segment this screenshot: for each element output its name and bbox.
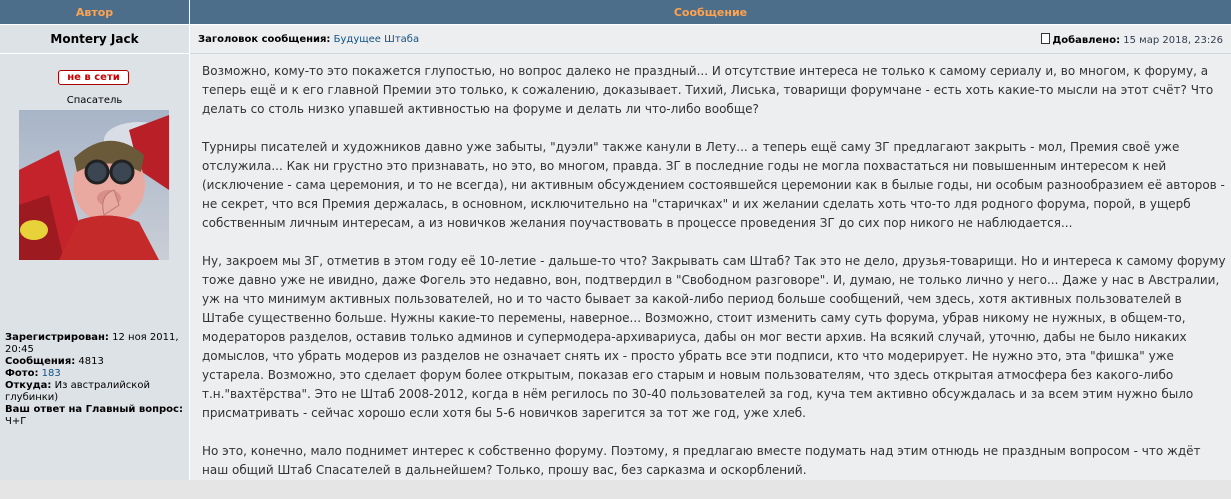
author-panel — [0, 25, 190, 480]
message-column-header: Сообщение — [673, 5, 748, 19]
photos-row — [5, 368, 185, 380]
post-paragraph: Ну, закроем мы ЗГ, отметив в этом году её 10-летие - дальше-то что? Закрывать сам Штаб? Так это не дело, друзья-товарищи. Но и интереса к самому форуму тоже давно уже не ивидно, даже Фогель это недавно, вон, подтвердил в "Свободном разговоре". И, думаю, не только лично у него... Даже у нас в Австралии, уж на что минимум активных пользователей, но и то часто бывает за какой-либо период больше сообщений, чем здесь, хотя активных пользователей в Штабе существенно больше. Нужны какие-то перемены, наверное... Возможно, стоит изменить саму суть форума, убрав никому не нужных, в общем-то, модераторов разделов, оставив только админов и супермодера-архивариуса, дабы он мог вести архив. На всякий случай, уточню, дабы не было никаких домыслов, что убрать модеров из разделов не означает снять их - просто убрать все эти подписи, кто что модерирует. Не нужно это, эта "фишка" уже устарела. Возможно, это сделает форум более открытым, показав его старым и новым пользователям, что здесь открытая атмосфера без какого-либо т.н."вахтёрства". Это не Штаб 2008-2012, когда в нём регилось по 30-40 пользователей за год, куча тем активно обсуждалась и за всем этим нужно было присматривать - сейчас хорошо если хотя бы 5-6 новичков зарегится за тот же год, уже хлеб. — [202, 254, 1226, 420]
post-link-icon[interactable] — [1041, 33, 1050, 44]
post-subject-bar — [190, 25, 1231, 54]
author-name-bar — [0, 25, 189, 54]
author-column-header: Автор — [0, 0, 190, 24]
post-subject — [198, 34, 419, 45]
post-paragraph: Турниры писателей и художников давно уже забыты, "дуэли" также канули в Лету... а теперь ещё саму ЗГ предлагают закрыть - мол, Премия своё уже отслужила... Как ни грустно это признавать, но это, во многом, правда. ЗГ в последние годы не могла похвастаться ни повышенным интересом к ней (исключение - сама церемония, и то не всегда), ни активным обсуждением состоявшейся церемонии как в былые годы, ни особым разнообразием её авторов - не секрет, что вся Премия держалась, в основном, исключительно на "старичках" и их желании сделать хоть что-то лдя родного форума, порой, в ущерб собственным личным интересам, а из новичков желания поучаствовать в процессе проведения ЗГ до сих пор никого не наблюдается... — [202, 140, 1225, 230]
subject-label: Заголовок сообщения: — [198, 33, 331, 45]
avatar — [19, 110, 169, 260]
from-value: Из австралийской глубинки) — [5, 380, 150, 403]
avatar-image — [19, 110, 169, 260]
from-label: Откуда: — [5, 380, 52, 391]
added-value: 15 мар 2018, 23:26 — [1123, 34, 1223, 46]
answer-value: Ч+Г — [5, 416, 27, 427]
messages-value: 4813 — [78, 356, 104, 367]
offline-status-badge: не в сети — [58, 70, 129, 85]
photos-link[interactable]: 183 — [41, 368, 61, 379]
author-name[interactable]: Montery Jack — [50, 32, 139, 46]
author-rank: Спасатель — [66, 95, 123, 106]
post-body — [202, 62, 1227, 499]
messages-label: Сообщения: — [5, 356, 76, 367]
message-panel — [190, 25, 1231, 480]
post-date — [1041, 33, 1223, 46]
author-profile-details — [5, 332, 185, 428]
added-label: Добавлено: — [1052, 34, 1121, 46]
post-paragraph: Возможно, кому-то это покажется глупостью, но вопрос далеко не праздный... И отсутствие интереса не только к самому сериалу и, во многом, к форуму, а теперь ещё и к его главной Премии это только, к сожалению, доказывает. Тихий, Лиська, товарищи форумчане - есть хоть какие-то мысли на этот счёт? Что делать со столь низко упавшей активностью на форуме и делать ли что-либо вообще? — [202, 64, 1214, 116]
answer-label: Ваш ответ на Главный вопрос: — [5, 404, 183, 415]
table-header — [0, 0, 1231, 25]
registered-value: 12 ноя 2011, 20:45 — [5, 332, 179, 355]
photos-label: Фото: — [5, 368, 39, 379]
post-paragraph: Но это, конечно, мало поднимет интерес к собственно форуму. Поэтому, я предлагаю вместе подумать над этим отнюдь не праздным вопросом - что ждёт наш общий Штаб Спасателей в дальнейшем? Только, прошу вас, без сарказма и оскорблений. — [202, 444, 1201, 477]
registered-label: Зарегистрирован: — [5, 332, 109, 343]
answer-row — [5, 404, 185, 428]
post-row — [0, 25, 1231, 480]
messages-row — [5, 356, 185, 368]
registered-row — [5, 332, 185, 356]
from-row — [5, 380, 185, 404]
subject-link[interactable]: Будущее Штаба — [333, 33, 420, 45]
